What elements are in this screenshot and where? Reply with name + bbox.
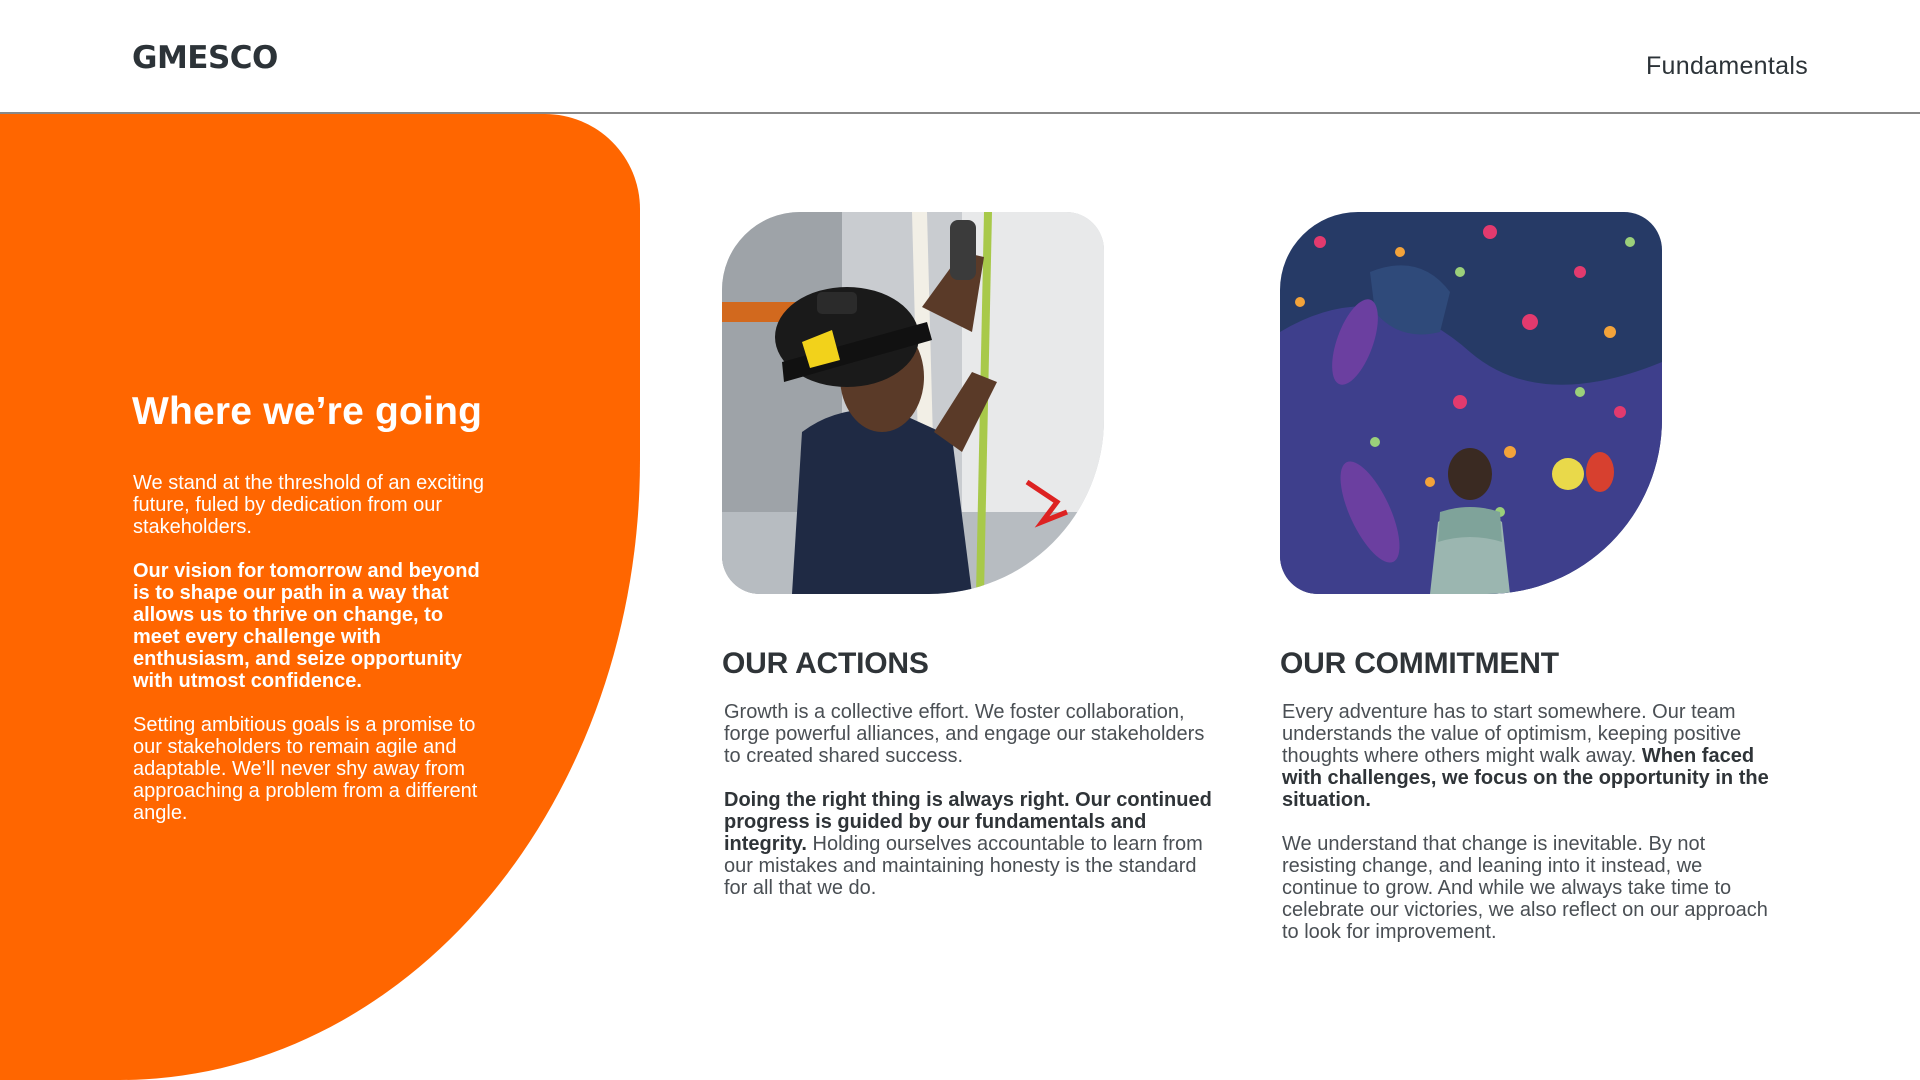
header [0,0,1920,113]
commitment-paragraph-1-start: Every adventure has to start somewhere. Our team understands the value of optimism, keeping positive thoughts where others might walk away. [1282,701,1742,767]
panel-goals-paragraph: Setting ambitious goals is a promise to our stakeholders to remain agile and adaptable. We’ll never shy away from approaching a problem from a different angle. [133,714,478,824]
commitment-heading: OUR COMMITMENT [1280,647,1559,680]
actions-paragraph-2-rest: Holding ourselves accountable to learn from our mistakes and maintaining honesty is the standard for all that we do. [724,833,1203,899]
climbing-wall-photo [1280,212,1662,594]
page-section-title: Fundamentals [1645,52,1808,80]
actions-paragraph-2 [724,789,1214,899]
firefighter-photo-illustration [722,212,1104,594]
climbing-wall-illustration [1280,212,1662,594]
actions-emphasis: Doing the right thing is always right. Our continued progress is guided by our fundamentals and integrity. [724,789,1212,855]
panel-vision-paragraph: Our vision for tomorrow and beyond is to shape our path in a way that allows us to thrive on change, to meet every challenge with enthusiasm, and seize opportunity with utmost confidence. [133,560,480,692]
commitment-paragraph-2: We understand that change is inevitable. By not resisting change, and leaning into it instead, we continue to grow. And while we always take time to celebrate our victories, we also reflect on our approach to look for improvement. [1282,833,1768,943]
firefighter-climbing-photo [722,212,1104,594]
actions-paragraph-1: Growth is a collective effort. We foster collaboration, forge powerful alliances, and engage our stakeholders to created shared success. [724,701,1205,767]
brand-logo[interactable]: GMESCO [132,40,278,76]
panel-intro-paragraph: We stand at the threshold of an exciting future, fuled by dedication from our stakeholders. [133,472,484,538]
commitment-emphasis: When faced with challenges, we focus on the opportunity in the situation. [1282,745,1769,811]
actions-heading: OUR ACTIONS [722,647,929,680]
panel-heading: Where we’re going [132,390,483,433]
commitment-paragraph-1 [1282,701,1772,811]
